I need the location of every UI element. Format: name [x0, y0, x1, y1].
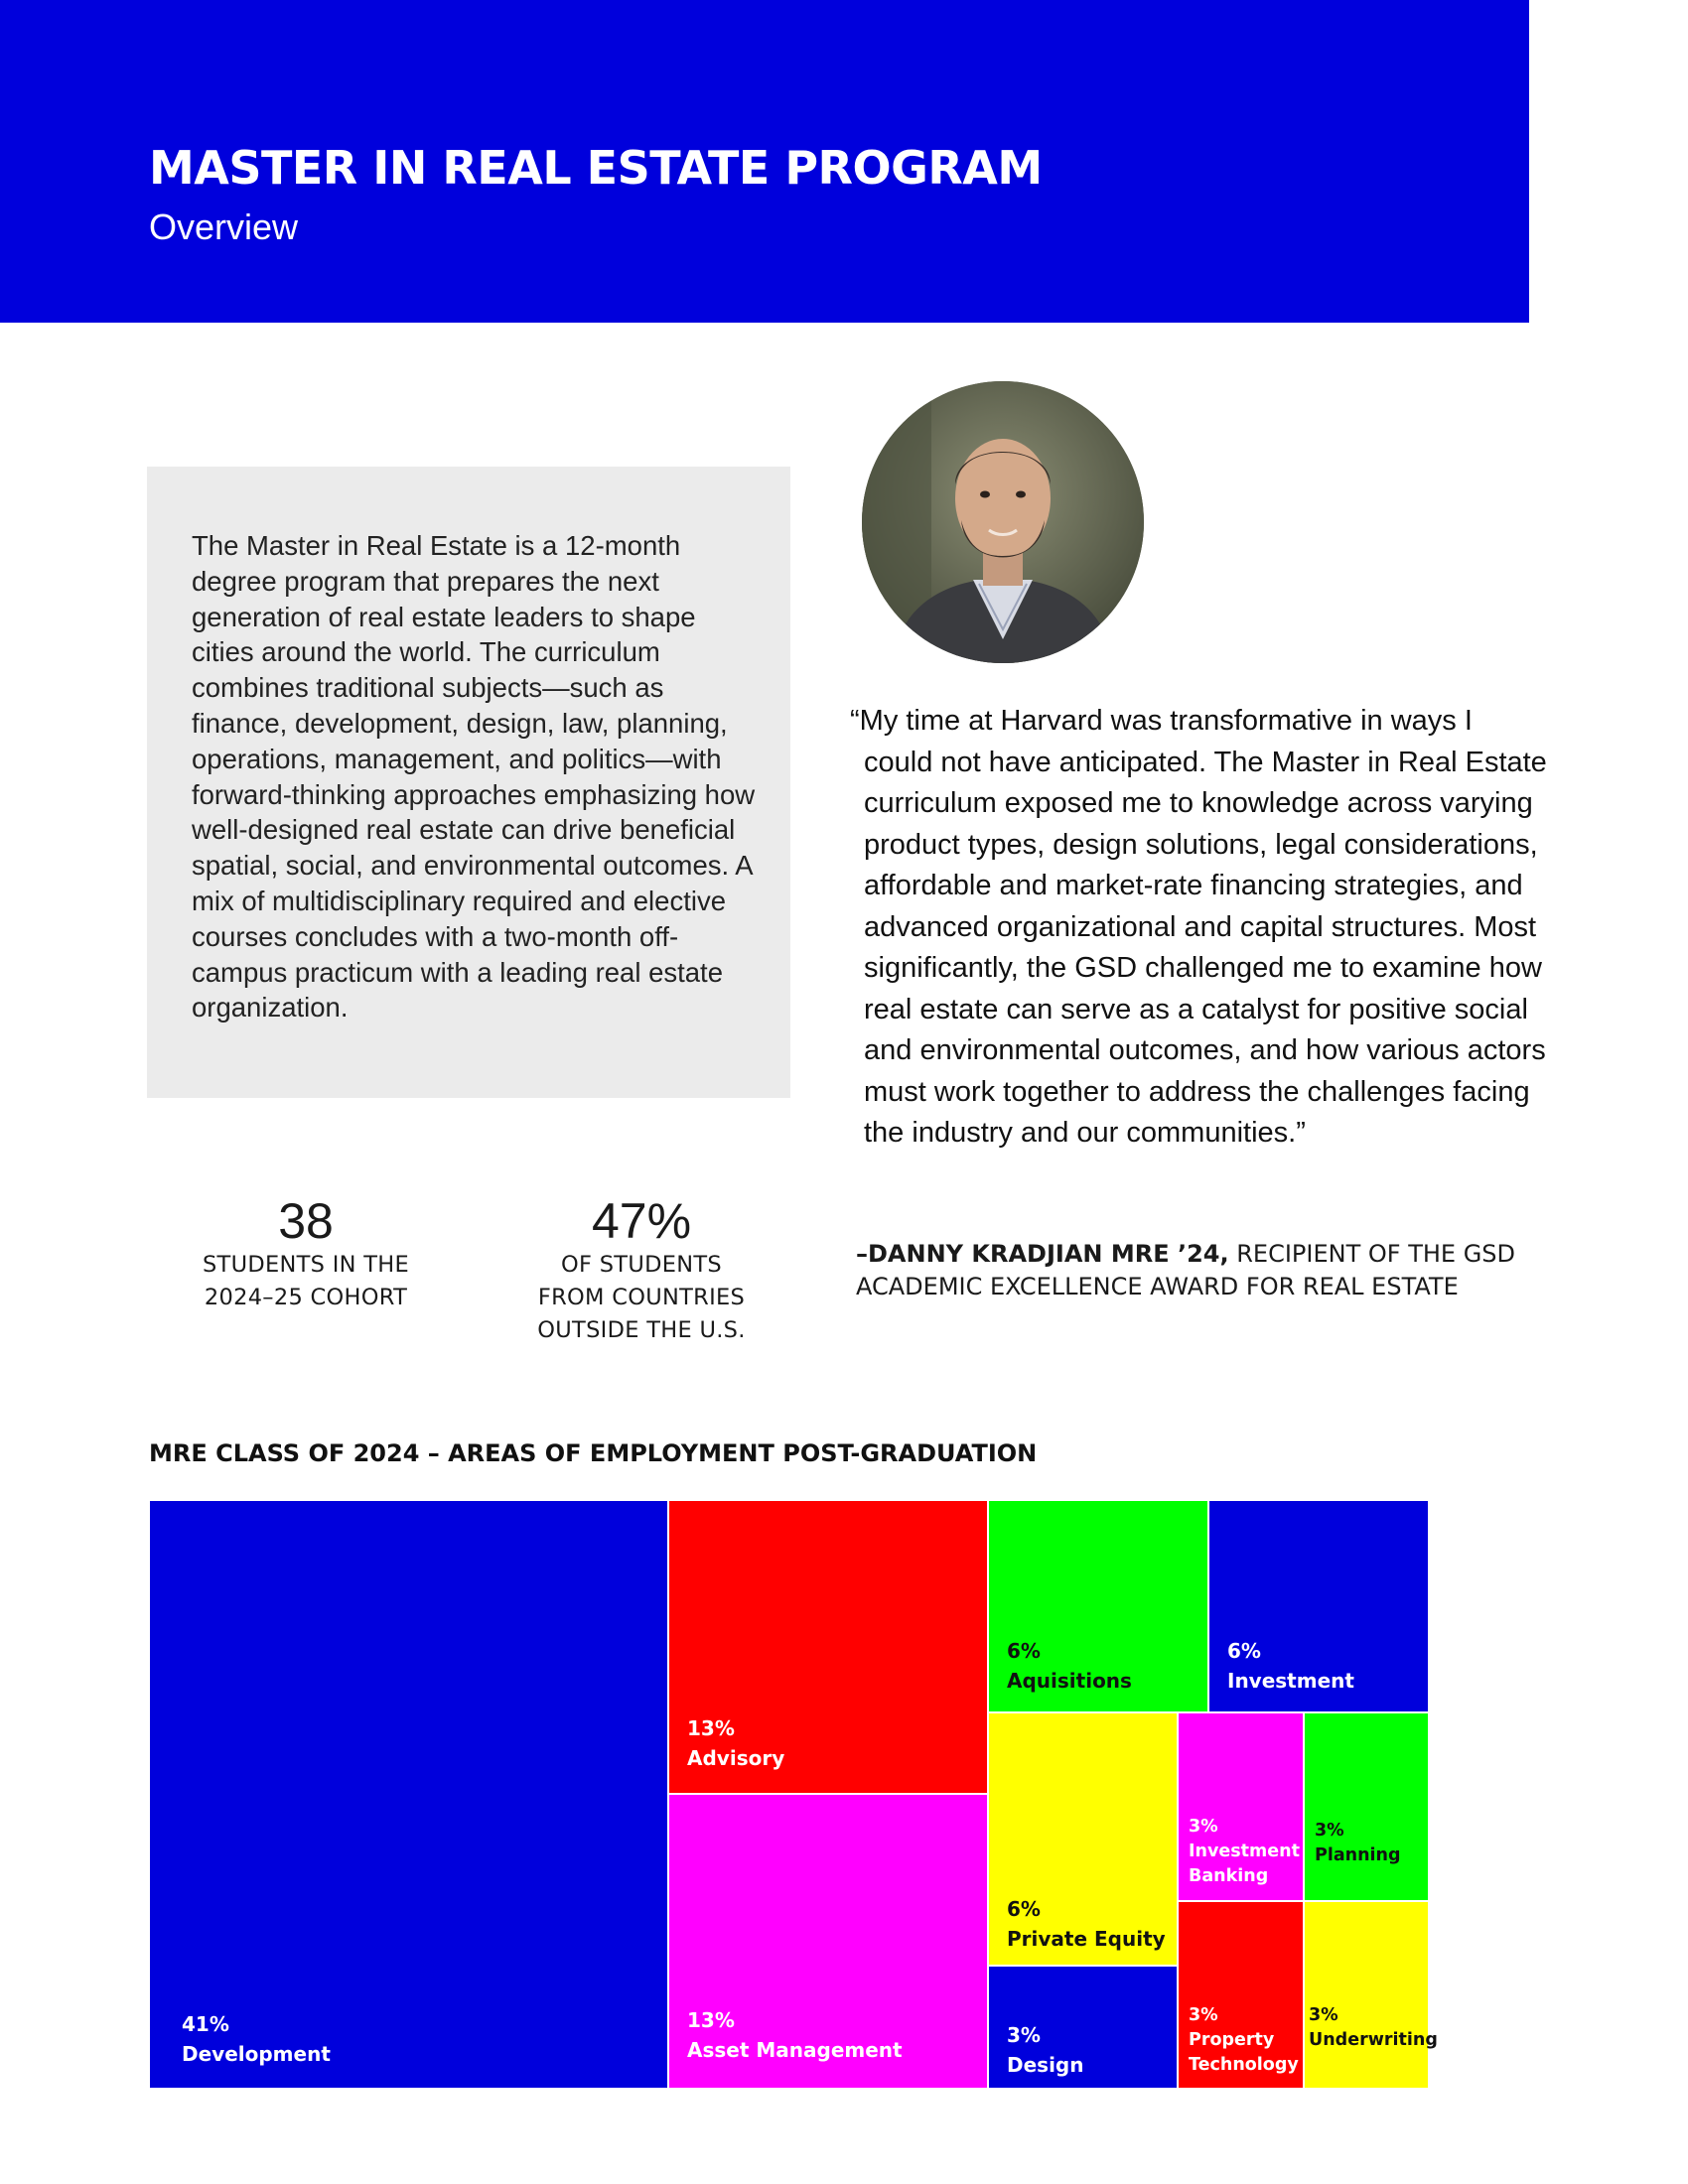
- treemap-tile-category: Property Technology: [1189, 2030, 1299, 2075]
- chart-title: MRE CLASS OF 2024 – AREAS OF EMPLOYMENT POST-GRADUATION: [149, 1439, 1038, 1467]
- stat-students-value: 38: [278, 1193, 334, 1249]
- treemap-tile-category: Planning: [1315, 1845, 1401, 1865]
- stat-international: [504, 1193, 778, 1347]
- treemap-tile-underwriting: [1304, 1901, 1438, 2089]
- treemap-tile-percent: 3%: [1007, 2023, 1041, 2047]
- treemap-tile-category: Asset Management: [687, 2038, 903, 2062]
- treemap-tile-category: Advisory: [687, 1746, 785, 1770]
- treemap-tile-private-equity: [988, 1712, 1178, 1966]
- portrait-illustration: [862, 381, 1144, 663]
- page-subtitle: Overview: [149, 206, 299, 247]
- treemap-tile-aquisitions: [988, 1500, 1208, 1712]
- treemap-tile-percent: 3%: [1189, 2005, 1218, 2025]
- intro-text: The Master in Real Estate is a 12-month degree program that prepares the next generation of real estate leaders to shape cities around the world. The curriculum combines traditional subjects—such as finance, development, design, law, planning, operations, management, and politics—with forward-thinking approaches emphasizing how well-designed real estate can drive beneficial spatial, social, and environmental outcomes. A mix of multidisciplinary required and elective courses concludes with a two-month off-campus practicum with a leading real estate organization.: [192, 530, 756, 1024]
- testimonial-author-detail: RECIPIENT OF THE GSD ACADEMIC EXCELLENCE AWARD FOR REAL ESTATE: [856, 1240, 1516, 1300]
- treemap-tile-label: [687, 2005, 985, 2065]
- treemap-tile-design: [988, 1966, 1178, 2089]
- treemap-tile-percent: 3%: [1315, 1821, 1344, 1841]
- treemap-tile-percent: 6%: [1227, 1639, 1261, 1663]
- treemap-tile-asset-management: [668, 1794, 988, 2089]
- treemap-tile-label: [182, 2009, 665, 2069]
- portrait-photo: [862, 381, 1144, 663]
- treemap-tile-percent: 3%: [1309, 2005, 1338, 2025]
- treemap-tile-label: [1007, 1636, 1205, 1696]
- treemap-tile-category: Investment Banking: [1189, 1842, 1300, 1886]
- treemap-tile-label: [1309, 2003, 1438, 2053]
- treemap-tile-label: [1189, 1815, 1301, 1889]
- treemap-tile-investment: [1208, 1500, 1429, 1712]
- treemap-tile-percent: 13%: [687, 2008, 735, 2032]
- treemap-tile-percent: 6%: [1007, 1897, 1041, 1921]
- treemap-tile-category: Underwriting: [1309, 2030, 1438, 2050]
- treemap-tile-label: [687, 1713, 985, 1773]
- header-banner: [0, 0, 1529, 323]
- treemap-tile-property-technology: [1178, 1901, 1304, 2089]
- stat-international-value: 47%: [591, 1193, 692, 1249]
- testimonial-attribution: [856, 1238, 1541, 1303]
- treemap-tile-label: [1189, 2003, 1301, 2078]
- stat-students-label-2: 2024–25 COHORT: [204, 1285, 408, 1310]
- testimonial-quote: “My time at Harvard was transformative in ways I could not have anticipated. The Master in Real Estate curriculum exposed me to knowledge across varying product types, design solutions, legal considerations, affordable and market-rate financing strategies, and advanced organizational and capital structures. Most significantly, the GSD challenged me to examine how real estate can serve as a catalyst for positive social and environmental outcomes, and how various actors must work together to address the challenges facing the industry and our communities.”: [850, 705, 1547, 1149]
- treemap-tile-development: [149, 1500, 668, 2089]
- treemap-tile-label: [1007, 2020, 1175, 2080]
- treemap-tile-investment-banking: [1178, 1712, 1304, 1901]
- stat-students: [169, 1193, 443, 1314]
- treemap-tile-planning: [1304, 1712, 1429, 1901]
- treemap-tile-category: Aquisitions: [1007, 1669, 1132, 1693]
- page-title: MASTER IN REAL ESTATE PROGRAM: [149, 141, 1043, 195]
- testimonial-author: –DANNY KRADJIAN MRE ’24,: [856, 1240, 1229, 1268]
- treemap-tile-percent: 3%: [1189, 1817, 1218, 1837]
- treemap-tile-label: [1315, 1819, 1426, 1868]
- treemap-tile-category: Design: [1007, 2053, 1084, 2077]
- treemap-tile-percent: 13%: [687, 1716, 735, 1740]
- treemap-tile-percent: 6%: [1007, 1639, 1041, 1663]
- treemap-tile-label: [1007, 1894, 1175, 1954]
- treemap-tile-category: Private Equity: [1007, 1927, 1166, 1951]
- stat-international-label-3: OUTSIDE THE U.S.: [537, 1317, 746, 1343]
- stat-international-label-1: OF STUDENTS: [561, 1252, 722, 1278]
- stat-international-label-2: FROM COUNTRIES: [537, 1285, 746, 1310]
- treemap-tile-label: [1227, 1636, 1426, 1696]
- treemap-tile-percent: 41%: [182, 2012, 229, 2036]
- stat-students-label-1: STUDENTS IN THE: [202, 1252, 410, 1278]
- intro-box: [147, 467, 790, 1098]
- treemap-tile-category: Development: [182, 2042, 331, 2066]
- treemap-tile-advisory: [668, 1500, 988, 1794]
- treemap-tile-category: Investment: [1227, 1669, 1354, 1693]
